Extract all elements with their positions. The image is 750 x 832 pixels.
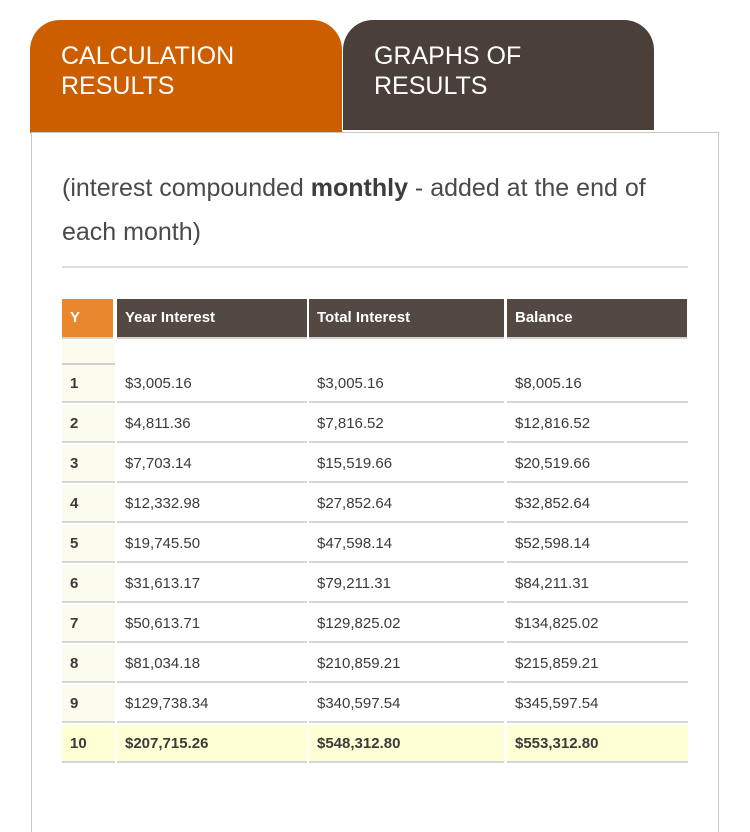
row-year: 5 — [62, 525, 115, 563]
row-balance: $215,859.21 — [507, 645, 688, 683]
note-frequency: monthly — [310, 174, 408, 202]
tab-calculation-results[interactable] — [30, 20, 342, 133]
row-total-interest: $7,816.52 — [309, 405, 504, 443]
row-year-interest: $3,005.16 — [117, 365, 307, 403]
table-row — [62, 485, 688, 523]
table-row — [62, 685, 688, 723]
row-total-interest: $27,852.64 — [309, 485, 504, 523]
row-year-interest: $207,715.26 — [117, 725, 307, 763]
row-year: 9 — [62, 685, 115, 723]
row-year: 3 — [62, 445, 115, 483]
header-year-interest-label: Year Interest — [117, 299, 307, 337]
year-column-spacer — [62, 339, 115, 365]
table-row — [62, 445, 688, 483]
header-total-interest-label: Total Interest — [309, 299, 504, 337]
row-balance: $134,825.02 — [507, 605, 688, 643]
row-year: 8 — [62, 645, 115, 683]
table-row — [62, 405, 688, 443]
row-year: 2 — [62, 405, 115, 443]
row-balance: $20,519.66 — [507, 445, 688, 483]
row-balance: $345,597.54 — [507, 685, 688, 723]
table-row — [62, 525, 688, 563]
table-row — [62, 365, 688, 403]
row-year-interest: $129,738.34 — [117, 685, 307, 723]
header-year-label: Y — [62, 299, 113, 337]
header-balance-label: Balance — [507, 299, 687, 337]
divider — [62, 266, 688, 268]
compounding-note — [62, 166, 702, 254]
row-year-interest: $81,034.18 — [117, 645, 307, 683]
row-year: 7 — [62, 605, 115, 643]
row-year: 4 — [62, 485, 115, 523]
row-balance: $32,852.64 — [507, 485, 688, 523]
row-total-interest: $210,859.21 — [309, 645, 504, 683]
row-year: 1 — [62, 365, 115, 403]
row-year-interest: $50,613.71 — [117, 605, 307, 643]
table-row-total — [62, 725, 688, 763]
table-row — [62, 565, 688, 603]
row-balance: $52,598.14 — [507, 525, 688, 563]
row-balance: $8,005.16 — [507, 365, 688, 403]
row-balance: $553,312.80 — [507, 725, 688, 763]
row-year: 10 — [62, 725, 115, 763]
row-total-interest: $340,597.54 — [309, 685, 504, 723]
header-year — [62, 299, 113, 339]
row-year: 6 — [62, 565, 115, 603]
table-row — [62, 645, 688, 683]
row-year-interest: $4,811.36 — [117, 405, 307, 443]
row-total-interest: $15,519.66 — [309, 445, 504, 483]
row-year-interest: $7,703.14 — [117, 445, 307, 483]
tab-calculation-results-label-line2: RESULTS — [61, 72, 175, 100]
header-year-interest — [117, 299, 307, 339]
row-year-interest: $19,745.50 — [117, 525, 307, 563]
row-year-interest: $12,332.98 — [117, 485, 307, 523]
tab-graphs-label-line1: GRAPHS OF — [374, 42, 522, 70]
row-total-interest: $548,312.80 — [309, 725, 504, 763]
row-balance: $84,211.31 — [507, 565, 688, 603]
note-suffix: - added at the end of each month) — [62, 174, 646, 246]
header-total-interest — [309, 299, 504, 339]
row-total-interest: $79,211.31 — [309, 565, 504, 603]
tab-calculation-results-label-line1: CALCULATION — [61, 42, 235, 70]
row-total-interest: $47,598.14 — [309, 525, 504, 563]
row-year-interest: $31,613.17 — [117, 565, 307, 603]
header-balance — [507, 299, 687, 339]
row-balance: $12,816.52 — [507, 405, 688, 443]
table-row — [62, 605, 688, 643]
tab-graphs-label-line2: RESULTS — [374, 72, 488, 100]
note-prefix: (interest compounded — [62, 174, 311, 202]
row-total-interest: $3,005.16 — [309, 365, 504, 403]
tab-graphs-of-results[interactable] — [343, 20, 654, 130]
row-total-interest: $129,825.02 — [309, 605, 504, 643]
